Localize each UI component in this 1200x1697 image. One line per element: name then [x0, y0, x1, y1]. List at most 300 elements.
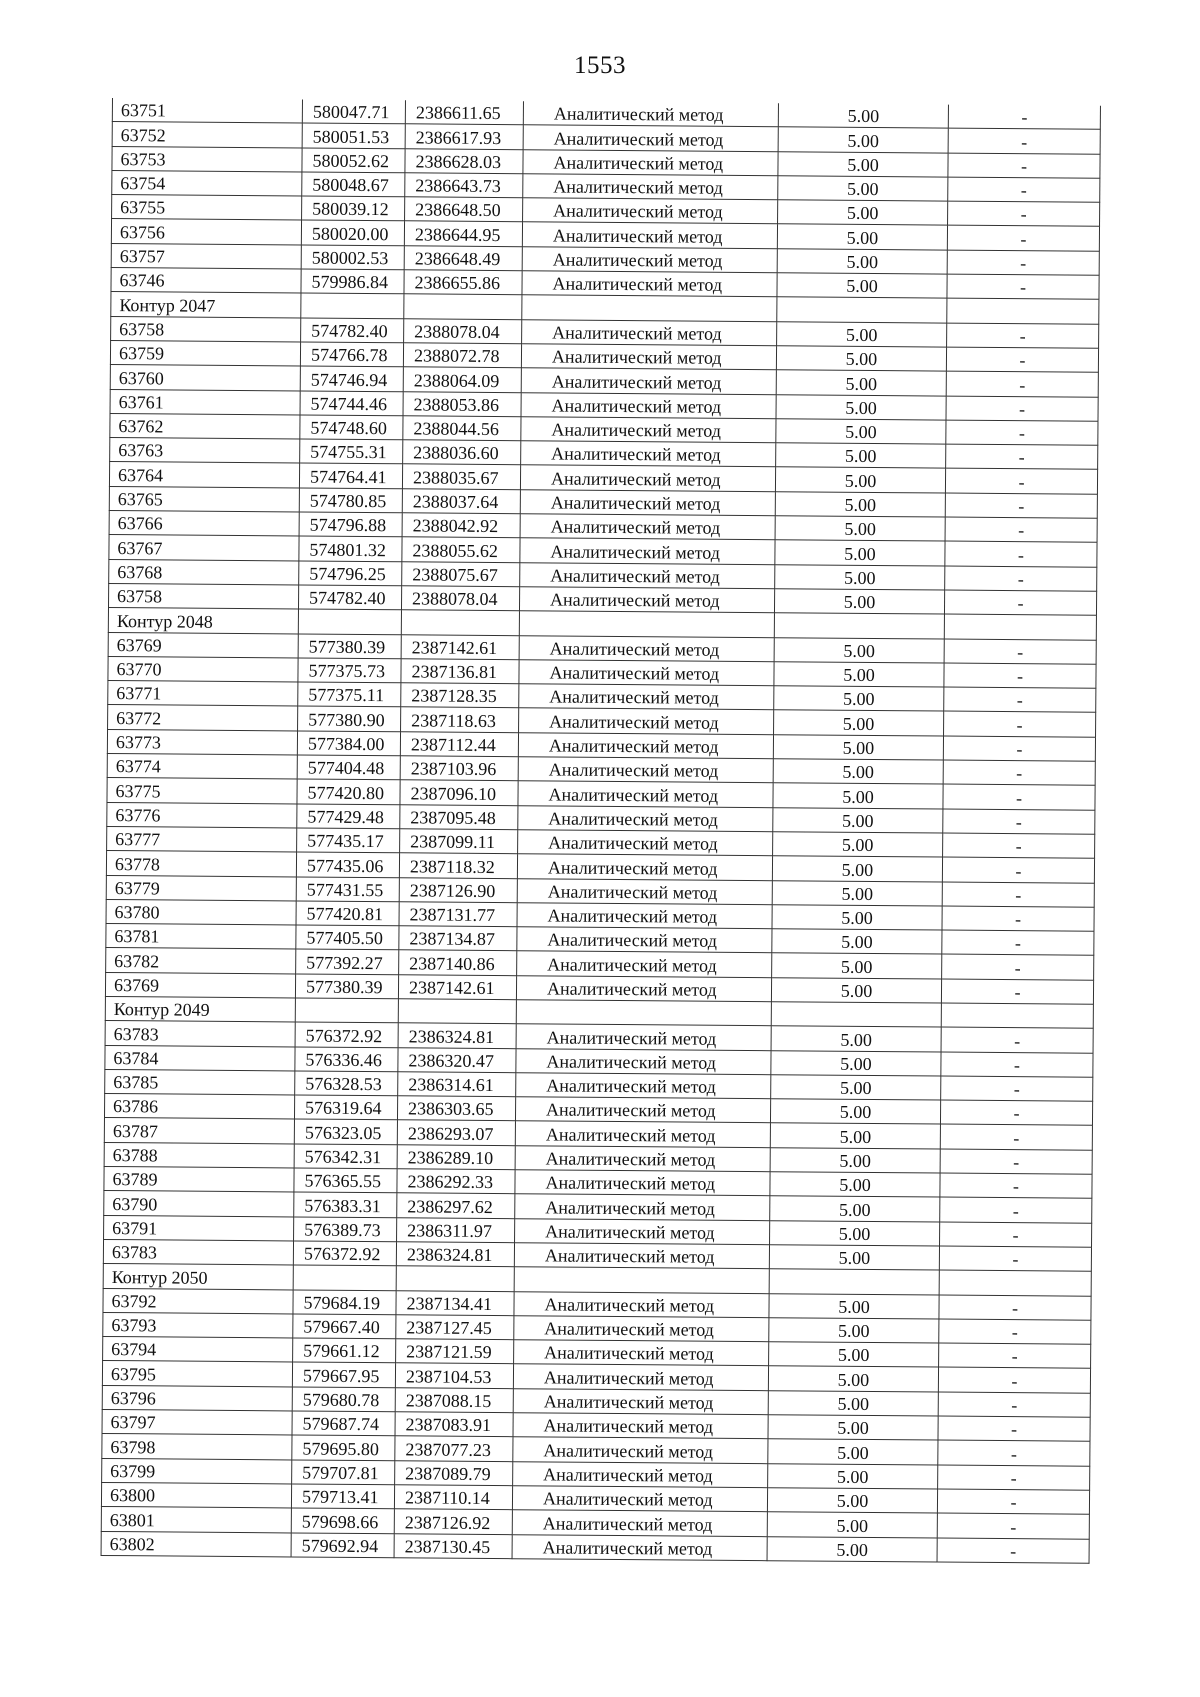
- method-cell: Аналитический метод: [512, 1486, 767, 1512]
- method-cell: Аналитический метод: [516, 1024, 771, 1050]
- empty-cell: [769, 1269, 939, 1295]
- method-cell: Аналитический метод: [518, 781, 773, 807]
- empty-cell: [771, 1002, 941, 1028]
- precision-cell: 5.00: [772, 953, 942, 979]
- description-cell: -: [946, 396, 1098, 421]
- x-coordinate-cell: 579661.12: [293, 1338, 396, 1363]
- precision-cell: 5.00: [769, 1245, 939, 1271]
- page-number: 1553: [574, 52, 626, 79]
- precision-cell: 5.00: [775, 491, 945, 517]
- point-id-cell: 63798: [102, 1434, 292, 1460]
- description-cell: -: [939, 1295, 1091, 1320]
- y-coordinate-cell: 2388036.60: [403, 440, 521, 465]
- precision-cell: 5.00: [768, 1390, 938, 1416]
- description-cell: -: [945, 517, 1097, 542]
- y-coordinate-cell: 2386303.65: [397, 1096, 515, 1121]
- y-coordinate-cell: 2387128.35: [401, 683, 519, 708]
- y-coordinate-cell: 2387088.15: [395, 1387, 513, 1412]
- point-id-cell: 63766: [109, 511, 299, 537]
- point-id-cell: 63773: [107, 729, 297, 755]
- precision-cell: 5.00: [777, 224, 947, 250]
- precision-cell: 5.00: [774, 637, 944, 663]
- precision-cell: 5.00: [769, 1293, 939, 1319]
- x-coordinate-cell: 577435.06: [296, 852, 399, 877]
- y-coordinate-cell: 2387099.11: [400, 829, 518, 854]
- y-coordinate-cell: 2388055.62: [402, 537, 520, 562]
- precision-cell: 5.00: [777, 249, 947, 275]
- method-cell: Аналитический метод: [521, 441, 776, 467]
- point-id-cell: 63754: [112, 170, 302, 196]
- x-coordinate-cell: 579687.74: [292, 1411, 395, 1436]
- point-id-cell: 63764: [109, 462, 299, 488]
- y-coordinate-cell: 2386643.73: [405, 173, 523, 198]
- method-cell: Аналитический метод: [514, 1316, 769, 1342]
- description-cell: -: [944, 687, 1096, 712]
- y-coordinate-cell: 2387126.90: [399, 877, 517, 902]
- precision-cell: 5.00: [775, 564, 945, 590]
- description-cell: -: [943, 809, 1095, 834]
- x-coordinate-cell: 579695.80: [292, 1435, 395, 1460]
- y-coordinate-cell: 2388075.67: [402, 561, 520, 586]
- y-coordinate-cell: 2387136.81: [401, 659, 519, 684]
- x-coordinate-cell: 577405.50: [296, 925, 399, 950]
- x-coordinate-cell: 577392.27: [296, 949, 399, 974]
- description-cell: -: [938, 1392, 1090, 1417]
- x-coordinate-cell: 577375.73: [298, 658, 401, 683]
- empty-cell: [519, 611, 774, 637]
- y-coordinate-cell: 2386611.65: [405, 100, 523, 125]
- precision-cell: 5.00: [773, 807, 943, 833]
- x-coordinate-cell: 580002.53: [301, 245, 404, 270]
- method-cell: Аналитический метод: [517, 951, 772, 977]
- point-id-cell: 63796: [102, 1385, 292, 1411]
- method-cell: Аналитический метод: [515, 1170, 770, 1196]
- description-cell: -: [945, 566, 1097, 591]
- description-cell: -: [939, 1343, 1091, 1368]
- method-cell: Аналитический метод: [515, 1218, 770, 1244]
- point-id-cell: 63783: [105, 1021, 295, 1047]
- precision-cell: 5.00: [773, 734, 943, 760]
- description-cell: -: [946, 444, 1098, 469]
- description-cell: -: [940, 1149, 1092, 1174]
- precision-cell: 5.00: [767, 1536, 937, 1562]
- y-coordinate-cell: 2388042.92: [402, 513, 520, 538]
- y-coordinate-cell: 2386292.33: [397, 1169, 515, 1194]
- point-id-cell: 63779: [106, 875, 296, 901]
- x-coordinate-cell: 579698.66: [291, 1508, 394, 1533]
- point-id-cell: 63794: [103, 1337, 293, 1363]
- precision-cell: 5.00: [775, 540, 945, 566]
- x-coordinate-cell: 574755.31: [300, 439, 403, 464]
- x-coordinate-cell: 574796.88: [299, 512, 402, 537]
- empty-cell: [298, 609, 401, 634]
- method-cell: Аналитический метод: [517, 927, 772, 953]
- method-cell: Аналитический метод: [523, 149, 778, 175]
- y-coordinate-cell: 2387121.59: [396, 1339, 514, 1364]
- precision-cell: 5.00: [767, 1512, 937, 1538]
- x-coordinate-cell: 574801.32: [299, 536, 402, 561]
- x-coordinate-cell: 574744.46: [300, 391, 403, 416]
- method-cell: Аналитический метод: [518, 830, 773, 856]
- x-coordinate-cell: 580048.67: [302, 172, 405, 197]
- point-id-cell: 63782: [106, 948, 296, 974]
- description-cell: -: [941, 1052, 1093, 1077]
- y-coordinate-cell: 2387118.63: [401, 707, 519, 732]
- y-coordinate-cell: 2387077.23: [395, 1436, 513, 1461]
- description-cell: -: [948, 153, 1100, 178]
- description-cell: -: [946, 420, 1098, 445]
- y-coordinate-cell: 2386648.50: [405, 197, 523, 222]
- empty-cell: [941, 1003, 1093, 1028]
- description-cell: -: [937, 1513, 1089, 1538]
- description-cell: -: [941, 1027, 1093, 1052]
- point-id-cell: 63752: [112, 122, 302, 148]
- method-cell: Аналитический метод: [522, 222, 777, 248]
- description-cell: -: [938, 1465, 1090, 1490]
- precision-cell: 5.00: [778, 176, 948, 202]
- precision-cell: 5.00: [772, 929, 942, 955]
- y-coordinate-cell: 2388044.56: [403, 416, 521, 441]
- x-coordinate-cell: 574780.85: [299, 488, 402, 513]
- description-cell: -: [948, 128, 1100, 153]
- method-cell: Аналитический метод: [522, 319, 777, 345]
- x-coordinate-cell: 579667.40: [293, 1314, 396, 1339]
- contour-label-cell: Контур 2050: [103, 1264, 293, 1290]
- x-coordinate-cell: 577404.48: [297, 755, 400, 780]
- empty-cell: [777, 297, 947, 323]
- point-id-cell: 63797: [102, 1409, 292, 1435]
- description-cell: -: [942, 906, 1094, 931]
- description-cell: -: [945, 493, 1097, 518]
- precision-cell: 5.00: [775, 516, 945, 542]
- y-coordinate-cell: 2386617.93: [405, 124, 523, 149]
- x-coordinate-cell: 574782.40: [301, 318, 404, 343]
- description-cell: -: [944, 711, 1096, 736]
- description-cell: -: [948, 201, 1100, 226]
- method-cell: Аналитический метод: [519, 708, 774, 734]
- y-coordinate-cell: 2386293.07: [397, 1120, 515, 1145]
- description-cell: -: [942, 930, 1094, 955]
- precision-cell: 5.00: [778, 151, 948, 177]
- description-cell: -: [942, 954, 1094, 979]
- point-id-cell: 63771: [108, 681, 298, 707]
- point-id-cell: 63793: [103, 1312, 293, 1338]
- y-coordinate-cell: 2387134.41: [396, 1290, 514, 1315]
- x-coordinate-cell: 576383.31: [294, 1192, 397, 1217]
- precision-cell: 5.00: [772, 880, 942, 906]
- point-id-cell: 63790: [104, 1191, 294, 1217]
- coordinates-table: [101, 98, 1101, 1564]
- method-cell: Аналитический метод: [521, 392, 776, 418]
- method-cell: Аналитический метод: [513, 1364, 768, 1390]
- x-coordinate-cell: 577384.00: [297, 731, 400, 756]
- precision-cell: 5.00: [770, 1196, 940, 1222]
- precision-cell: 5.00: [777, 321, 947, 347]
- description-cell: -: [946, 371, 1098, 396]
- point-id-cell: 63772: [108, 705, 298, 731]
- x-coordinate-cell: 577429.48: [297, 804, 400, 829]
- contour-label-cell: Контур 2049: [105, 996, 295, 1022]
- description-cell: -: [938, 1367, 1090, 1392]
- x-coordinate-cell: 574766.78: [300, 342, 403, 367]
- point-id-cell: 63757: [111, 243, 301, 269]
- x-coordinate-cell: 576372.92: [295, 1022, 398, 1047]
- method-cell: Аналитический метод: [523, 198, 778, 224]
- description-cell: -: [944, 639, 1096, 664]
- method-cell: Аналитический метод: [518, 757, 773, 783]
- point-id-cell: 63785: [105, 1069, 295, 1095]
- method-cell: Аналитический метод: [516, 1073, 771, 1099]
- point-id-cell: 63801: [101, 1507, 291, 1533]
- point-id-cell: 63758: [108, 583, 298, 609]
- precision-cell: 5.00: [773, 832, 943, 858]
- description-cell: -: [943, 784, 1095, 809]
- x-coordinate-cell: 576328.53: [295, 1071, 398, 1096]
- precision-cell: 5.00: [771, 1026, 941, 1052]
- method-cell: Аналитический метод: [523, 101, 778, 127]
- method-cell: Аналитический метод: [519, 684, 774, 710]
- description-cell: -: [945, 541, 1097, 566]
- precision-cell: 5.00: [768, 1439, 938, 1465]
- method-cell: Аналитический метод: [517, 878, 772, 904]
- method-cell: Аналитический метод: [523, 174, 778, 200]
- point-id-cell: 63784: [105, 1045, 295, 1071]
- y-coordinate-cell: 2387103.96: [400, 756, 518, 781]
- point-id-cell: 63791: [104, 1215, 294, 1241]
- precision-cell: 5.00: [771, 1075, 941, 1101]
- y-coordinate-cell: 2387130.45: [394, 1533, 512, 1558]
- precision-cell: 5.00: [770, 1123, 940, 1149]
- precision-cell: 5.00: [778, 127, 948, 153]
- x-coordinate-cell: 579667.95: [292, 1362, 395, 1387]
- x-coordinate-cell: 579707.81: [292, 1460, 395, 1485]
- description-cell: -: [939, 1319, 1091, 1344]
- point-id-cell: 63778: [106, 851, 296, 877]
- precision-cell: 5.00: [776, 394, 946, 420]
- precision-cell: 5.00: [778, 103, 948, 128]
- empty-cell: [401, 610, 519, 635]
- x-coordinate-cell: 577380.39: [298, 634, 401, 659]
- precision-cell: 5.00: [774, 589, 944, 615]
- description-cell: -: [940, 1222, 1092, 1247]
- x-coordinate-cell: 580052.62: [302, 148, 405, 173]
- empty-cell: [404, 294, 522, 319]
- description-cell: -: [938, 1416, 1090, 1441]
- description-cell: -: [943, 833, 1095, 858]
- point-id-cell: 63767: [109, 535, 299, 561]
- method-cell: Аналитический метод: [521, 344, 776, 370]
- y-coordinate-cell: 2386324.81: [396, 1242, 514, 1267]
- precision-cell: 5.00: [771, 1050, 941, 1076]
- method-cell: Аналитический метод: [519, 635, 774, 661]
- description-cell: -: [940, 1197, 1092, 1222]
- x-coordinate-cell: 579684.19: [293, 1290, 396, 1315]
- y-coordinate-cell: 2386314.61: [398, 1072, 516, 1097]
- y-coordinate-cell: 2387126.92: [394, 1509, 512, 1534]
- y-coordinate-cell: 2387134.87: [399, 926, 517, 951]
- y-coordinate-cell: 2388037.64: [402, 489, 520, 514]
- y-coordinate-cell: 2387131.77: [399, 902, 517, 927]
- empty-cell: [396, 1266, 514, 1291]
- method-cell: Аналитический метод: [517, 854, 772, 880]
- x-coordinate-cell: 574748.60: [300, 415, 403, 440]
- x-coordinate-cell: 577375.11: [298, 682, 401, 707]
- point-id-cell: 63762: [110, 413, 300, 439]
- description-cell: -: [940, 1173, 1092, 1198]
- precision-cell: 5.00: [778, 200, 948, 226]
- x-coordinate-cell: 576372.92: [293, 1241, 396, 1266]
- empty-cell: [301, 293, 404, 318]
- x-coordinate-cell: 577420.80: [297, 779, 400, 804]
- x-coordinate-cell: 574796.25: [299, 561, 402, 586]
- description-cell: -: [938, 1440, 1090, 1465]
- description-cell: -: [940, 1125, 1092, 1150]
- description-cell: -: [941, 1076, 1093, 1101]
- description-cell: -: [937, 1538, 1089, 1563]
- point-id-cell: 63755: [112, 195, 302, 221]
- precision-cell: 5.00: [774, 686, 944, 712]
- point-id-cell: 63753: [112, 146, 302, 172]
- precision-cell: 5.00: [770, 1220, 940, 1246]
- point-id-cell: 63763: [110, 438, 300, 464]
- description-cell: -: [947, 250, 1099, 275]
- y-coordinate-cell: 2387142.61: [401, 634, 519, 659]
- description-cell: -: [944, 663, 1096, 688]
- empty-cell: [514, 1267, 769, 1293]
- description-cell: -: [948, 105, 1100, 130]
- y-coordinate-cell: 2387127.45: [396, 1315, 514, 1340]
- method-cell: Аналитический метод: [518, 732, 773, 758]
- empty-cell: [516, 1000, 771, 1026]
- point-id-cell: 63775: [107, 778, 297, 804]
- precision-cell: 5.00: [776, 419, 946, 445]
- point-id-cell: 63799: [102, 1458, 292, 1484]
- contour-label-cell: Контур 2048: [108, 608, 298, 634]
- description-cell: -: [943, 736, 1095, 761]
- empty-cell: [774, 613, 944, 639]
- description-cell: -: [947, 274, 1099, 299]
- x-coordinate-cell: 580020.00: [301, 220, 404, 245]
- y-coordinate-cell: 2388078.04: [404, 318, 522, 343]
- point-id-cell: 63787: [104, 1118, 294, 1144]
- method-cell: Аналитический метод: [517, 903, 772, 929]
- precision-cell: 5.00: [773, 783, 943, 809]
- method-cell: Аналитический метод: [520, 538, 775, 564]
- point-id-cell: 63776: [107, 802, 297, 828]
- point-id-cell: 63789: [104, 1167, 294, 1193]
- precision-cell: 5.00: [769, 1318, 939, 1344]
- x-coordinate-cell: 580051.53: [302, 123, 405, 148]
- x-coordinate-cell: 580047.71: [302, 99, 405, 124]
- empty-cell: [295, 998, 398, 1023]
- precision-cell: 5.00: [777, 273, 947, 299]
- method-cell: Аналитический метод: [522, 271, 777, 297]
- description-cell: -: [939, 1246, 1091, 1271]
- method-cell: Аналитический метод: [519, 660, 774, 686]
- precision-cell: 5.00: [769, 1342, 939, 1368]
- y-coordinate-cell: 2386311.97: [397, 1217, 515, 1242]
- method-cell: Аналитический метод: [520, 489, 775, 515]
- method-cell: Аналитический метод: [515, 1121, 770, 1147]
- y-coordinate-cell: 2387118.32: [399, 853, 517, 878]
- y-coordinate-cell: 2386289.10: [397, 1145, 515, 1170]
- x-coordinate-cell: 577380.39: [295, 974, 398, 999]
- y-coordinate-cell: 2386648.49: [404, 246, 522, 271]
- method-cell: Аналитический метод: [520, 514, 775, 540]
- method-cell: Аналитический метод: [521, 417, 776, 443]
- precision-cell: 5.00: [772, 856, 942, 882]
- description-cell: -: [943, 760, 1095, 785]
- point-id-cell: 63760: [110, 365, 300, 391]
- description-cell: -: [948, 177, 1100, 202]
- description-cell: -: [947, 323, 1099, 348]
- y-coordinate-cell: 2387112.44: [400, 732, 518, 757]
- y-coordinate-cell: 2388078.04: [401, 586, 519, 611]
- y-coordinate-cell: 2386297.62: [397, 1193, 515, 1218]
- point-id-cell: 63792: [103, 1288, 293, 1314]
- method-cell: Аналитический метод: [522, 247, 777, 273]
- method-cell: Аналитический метод: [519, 587, 774, 613]
- description-cell: -: [940, 1100, 1092, 1125]
- x-coordinate-cell: 579713.41: [291, 1484, 394, 1509]
- y-coordinate-cell: 2386655.86: [404, 270, 522, 295]
- method-cell: Аналитический метод: [520, 562, 775, 588]
- point-id-cell: 63786: [104, 1094, 294, 1120]
- point-id-cell: 63751: [112, 98, 302, 123]
- point-id-cell: 63761: [110, 389, 300, 415]
- contour-label-cell: Контур 2047: [111, 292, 301, 318]
- method-cell: Аналитический метод: [515, 1194, 770, 1220]
- x-coordinate-cell: 574782.40: [298, 585, 401, 610]
- x-coordinate-cell: 577420.81: [296, 901, 399, 926]
- point-id-cell: 63795: [102, 1361, 292, 1387]
- y-coordinate-cell: 2387095.48: [400, 804, 518, 829]
- x-coordinate-cell: 576336.46: [295, 1047, 398, 1072]
- precision-cell: 5.00: [770, 1172, 940, 1198]
- method-cell: Аналитический метод: [514, 1291, 769, 1317]
- x-coordinate-cell: 576342.31: [294, 1144, 397, 1169]
- y-coordinate-cell: 2387140.86: [399, 950, 517, 975]
- y-coordinate-cell: 2386644.95: [404, 221, 522, 246]
- description-cell: -: [941, 979, 1093, 1004]
- x-coordinate-cell: 576365.55: [294, 1168, 397, 1193]
- x-coordinate-cell: 574746.94: [300, 366, 403, 391]
- precision-cell: 5.00: [767, 1488, 937, 1514]
- x-coordinate-cell: 577380.90: [298, 706, 401, 731]
- method-cell: Аналитический метод: [518, 805, 773, 831]
- empty-cell: [944, 614, 1096, 639]
- method-cell: Аналитический метод: [516, 975, 771, 1001]
- empty-cell: [293, 1265, 396, 1290]
- precision-cell: 5.00: [768, 1366, 938, 1392]
- y-coordinate-cell: 2388064.09: [403, 367, 521, 392]
- method-cell: Аналитический метод: [513, 1413, 768, 1439]
- method-cell: Аналитический метод: [514, 1243, 769, 1269]
- description-cell: -: [937, 1489, 1089, 1514]
- x-coordinate-cell: 579680.78: [292, 1387, 395, 1412]
- method-cell: Аналитический метод: [516, 1048, 771, 1074]
- point-id-cell: 63769: [105, 972, 295, 998]
- method-cell: Аналитический метод: [513, 1388, 768, 1414]
- method-cell: Аналитический метод: [512, 1510, 767, 1536]
- x-coordinate-cell: 576389.73: [294, 1217, 397, 1242]
- precision-cell: 5.00: [774, 662, 944, 688]
- point-id-cell: 63781: [106, 924, 296, 950]
- precision-cell: 5.00: [775, 467, 945, 493]
- point-id-cell: 63783: [103, 1239, 293, 1265]
- precision-cell: 5.00: [772, 905, 942, 931]
- description-cell: -: [946, 347, 1098, 372]
